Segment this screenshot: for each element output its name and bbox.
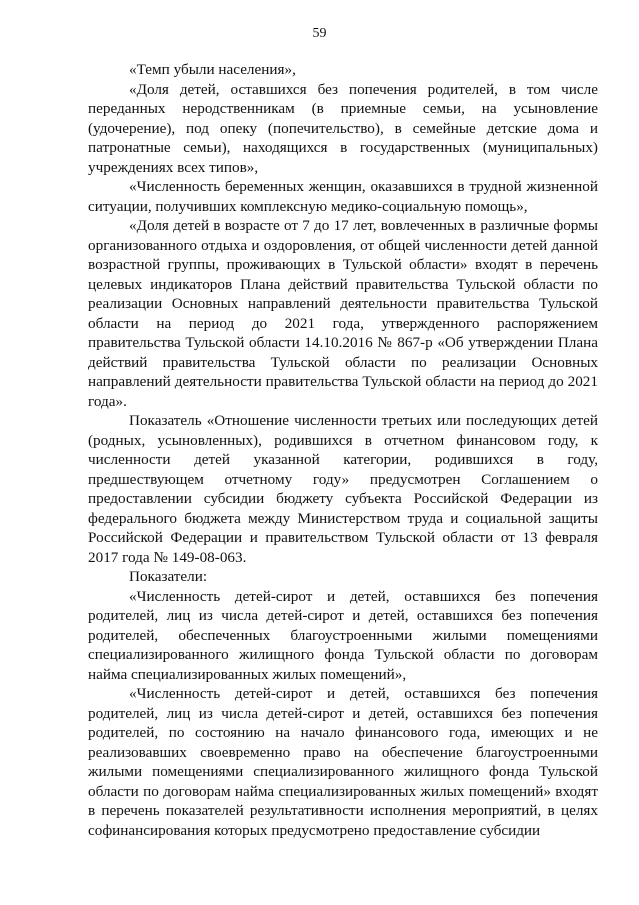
document-body — [88, 60, 598, 840]
paragraph-third-children-indicator: Показатель «Отношение численности третьих или последующих детей (родных, усыновленных), родившихся в отчетном финансовом году, к численности детей указанной категории, родившихся в году, предшествующем отчетному году» предусмотрен Соглашением о предоставлении субсидии бюджету субъекта Российской Федерации из федерального бюджета между Министерством труда и социальной защиты Российской Федерации и правительством Тульской области от 13 февраля 2017 года № 149-08-063. — [88, 412, 598, 566]
paragraph-population-decline: «Темп убыли населения», — [129, 61, 296, 78]
paragraph-children-recreation: «Доля детей в возрасте от 7 до 17 лет, вовлеченных в различные формы организованного отдыха и оздоровления, от общей численности детей данной возрастной группы, проживающих в Тульской области» входят в перечень целевых индикаторов Плана действий правительства Тульской области по реализации Основных направлений деятельности правительства Тульской области на период до 2021 года, утвержденного распоряжением правительства Тульской области 14.10.2016 № 867-р «Об утверждении Плана действий правительства Тульской области по реализации Основных направлений деятельности правительства Тульской области на период до 2021 года». — [88, 217, 598, 410]
page-number: 59 — [312, 26, 327, 41]
paragraph-children-without-care: «Доля детей, оставшихся без попечения родителей, в том числе переданных неродственникам (в приемные семьи, на усыновление (удочерение), под опеку (попечительство), в семейные детские дома и патронатные семьи), находящихся в государственных (муниципальных) учреждениях всех типов», — [88, 80, 598, 176]
paragraph-pregnant-women: «Численность беременных женщин, оказавшихся в трудной жизненной ситуации, получивших комплексную медико-социальную помощь», — [88, 178, 598, 215]
paragraph-orphans-waiting-housing: «Численность детей-сирот и детей, оставшихся без попечения родителей, лиц из числа детей-сирот и детей, оставшихся без попечения родителей, по состоянию на начало финансового года, имеющих и не реализовавших своевременно право на обеспечение благоустроенными жилыми помещениями специализированного жилищного фонда Тульской области по договорам найма специализированных жилых помещений» входят в перечень показателей результативности исполнения мероприятий, в целях софинансирования которых предусмотрено предоставление субсидии — [88, 685, 598, 839]
paragraph-indicators-heading: Показатели: — [129, 568, 208, 585]
paragraph-orphans-housed: «Численность детей-сирот и детей, оставшихся без попечения родителей, лиц из числа детей-сирот и детей, оставшихся без попечения родителей, обеспеченных благоустроенными жилыми помещениями специализированного жилищного фонда Тульской области по договорам найма специализированных жилых помещений», — [88, 587, 598, 683]
